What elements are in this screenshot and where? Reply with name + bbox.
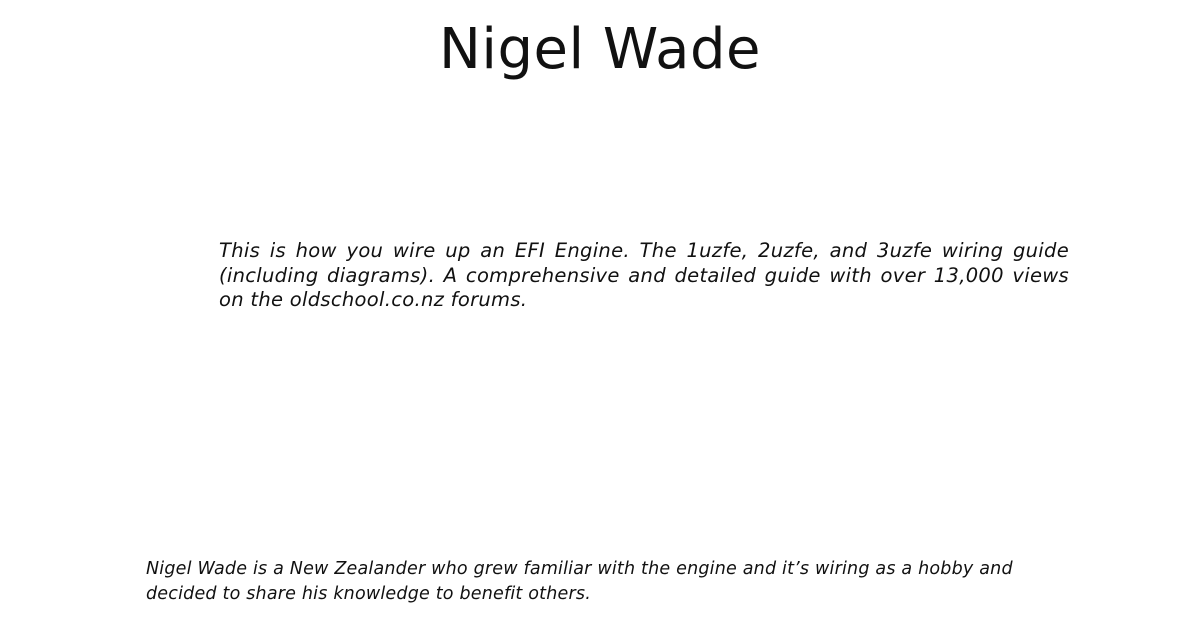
guide-summary: This is how you wire up an EFI Engine. The 1uzfe, 2uzfe, and 3uzfe wiring guide (including diagrams). A comprehensive and detailed guide with over 13,000 views on the oldschool.co.nz forums. [219,239,1069,311]
document-title: Nigel Wade [439,17,761,82]
author-bio: Nigel Wade is a New Zealander who grew familiar with the engine and it’s wiring as a hobby and decided to share his knowledge to benefit others. [146,559,1013,604]
